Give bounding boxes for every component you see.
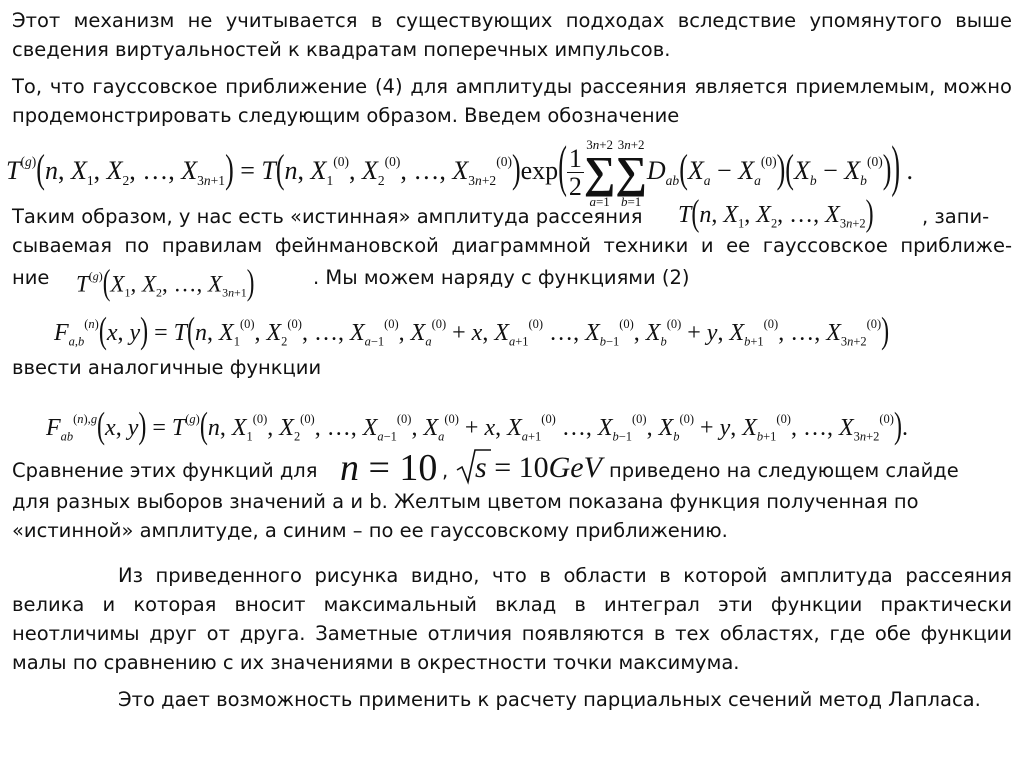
paragraph-yellow-blue: для разных выборов значений a и b. Желтым цветом показана функция полученная по (12, 490, 919, 513)
paragraph-comparison-next-slide: приведено на следующем слайде (609, 459, 959, 482)
paragraph-true-amplitude-start: Таким образом, у нас есть «истинная» амплитуда рассеяния (12, 205, 643, 228)
paragraph-true-vs-gaussian: «истинной» амплитуде, а синим – по ее гауссовскому приближению. (12, 519, 728, 542)
paragraph-feynman-rules: сываемая по правилам фейнмановской диаграммной техники и ее гауссовское приближе- (12, 234, 1012, 257)
paragraph-functions-ref: . Мы можем наряду с функциями (2) (313, 266, 690, 289)
paragraph-mechanism: Этот механизм не учитывается в существующих подходах вследствие упомянутого выше сведения виртуальностей к квадратам поперечных импульсов. (12, 9, 1012, 61)
formula-gaussian-amplitude: $T^{(g)}(X_1$, $X_2$, …, $X_{3n+1}$) (76, 263, 255, 302)
formula-true-amplitude: T(n, $X_1$, $X_2$, …, $X_{3n+2}$) (678, 193, 874, 235)
formula-f-gaussian-function: $F_{ab}^{(n),g}(x$, $y) = T^{(g)}(n$, $X_1^{(0)}$, $X_2^{(0)}$, …, $X_{a-1}^{(0)}$, $X_a^{(0)} + x$, $X_{a+1}^{(0)}$ …, $X_{b-1}^{(0)}$, $X_b^{(0)} + y$, $X_{b+1}^{(0)}$, …, $X_{3n+2}^{(0)}$). (46, 406, 908, 447)
paragraph-analogous-functions: ввести аналогичные функции (12, 356, 322, 379)
paragraph-figure-conclusion: Из приведенного рисунка видно, что в области в которой амплитуда рассеяния велика и которая вносит максимальный вклад в интеграл эти функции практически неотличимы друг от друга. Заметные отличия появляются в тех областях, где обе функции малы по сравнению с их значениями в окрестности точки максимума. (12, 564, 1012, 674)
formula-n-equals-10: n = 10 (340, 447, 438, 489)
paragraph-approximation-word: ние (12, 266, 50, 289)
paragraph-true-amplitude-cont: , запи- (922, 205, 990, 228)
paragraph-comparison-start: Сравнение этих функций для (12, 459, 318, 482)
formula-f-function: $F_{a,b}^{(n)}(x$, y) = T(n, $X_1^{(0)}$, $X_2^{(0)}$, …, $X_{a-1}^{(0)}$, $X_a^{(0)} + x$, $X_{a+1}^{(0)}$ …, $X_{b-1}^{(0)}$, $X_b^{(0)} + y$, $X_{b+1}^{(0)}$, …, $X_{3n+2}^{(0)}$) (54, 311, 890, 352)
formula-gaussian-amplitude-definition: $T^{(g)}(n$, $X_1$, $X_2$, …, $X_{3n+1}) = T(n$, $X_1^{(0)}$, $X_2^{(0)}$, …, $X_{3n+2}^{(0)})\exp$( $\frac{1}{2}$ 3n+2 ∑ a=1 3n+2 ∑ b=1 $D_{ab}(X_a - X_a^{(0)})(X_b - X_b^{(0)})$) . (6, 134, 914, 209)
paragraph-comparison-comma: , (442, 459, 449, 482)
formula-sqrt-s-energy: s = 10GeV (455, 446, 602, 490)
paragraph-gaussian-intro: То, что гауссовское приближение (4) для амплитуды рассеяния является приемлемым, можно продемонстрировать следующим образом. Введем обозначение (12, 75, 1012, 127)
paragraph-laplace-method: Это дает возможность применить к расчету парциальных сечений метод Лапласа. (118, 688, 981, 711)
